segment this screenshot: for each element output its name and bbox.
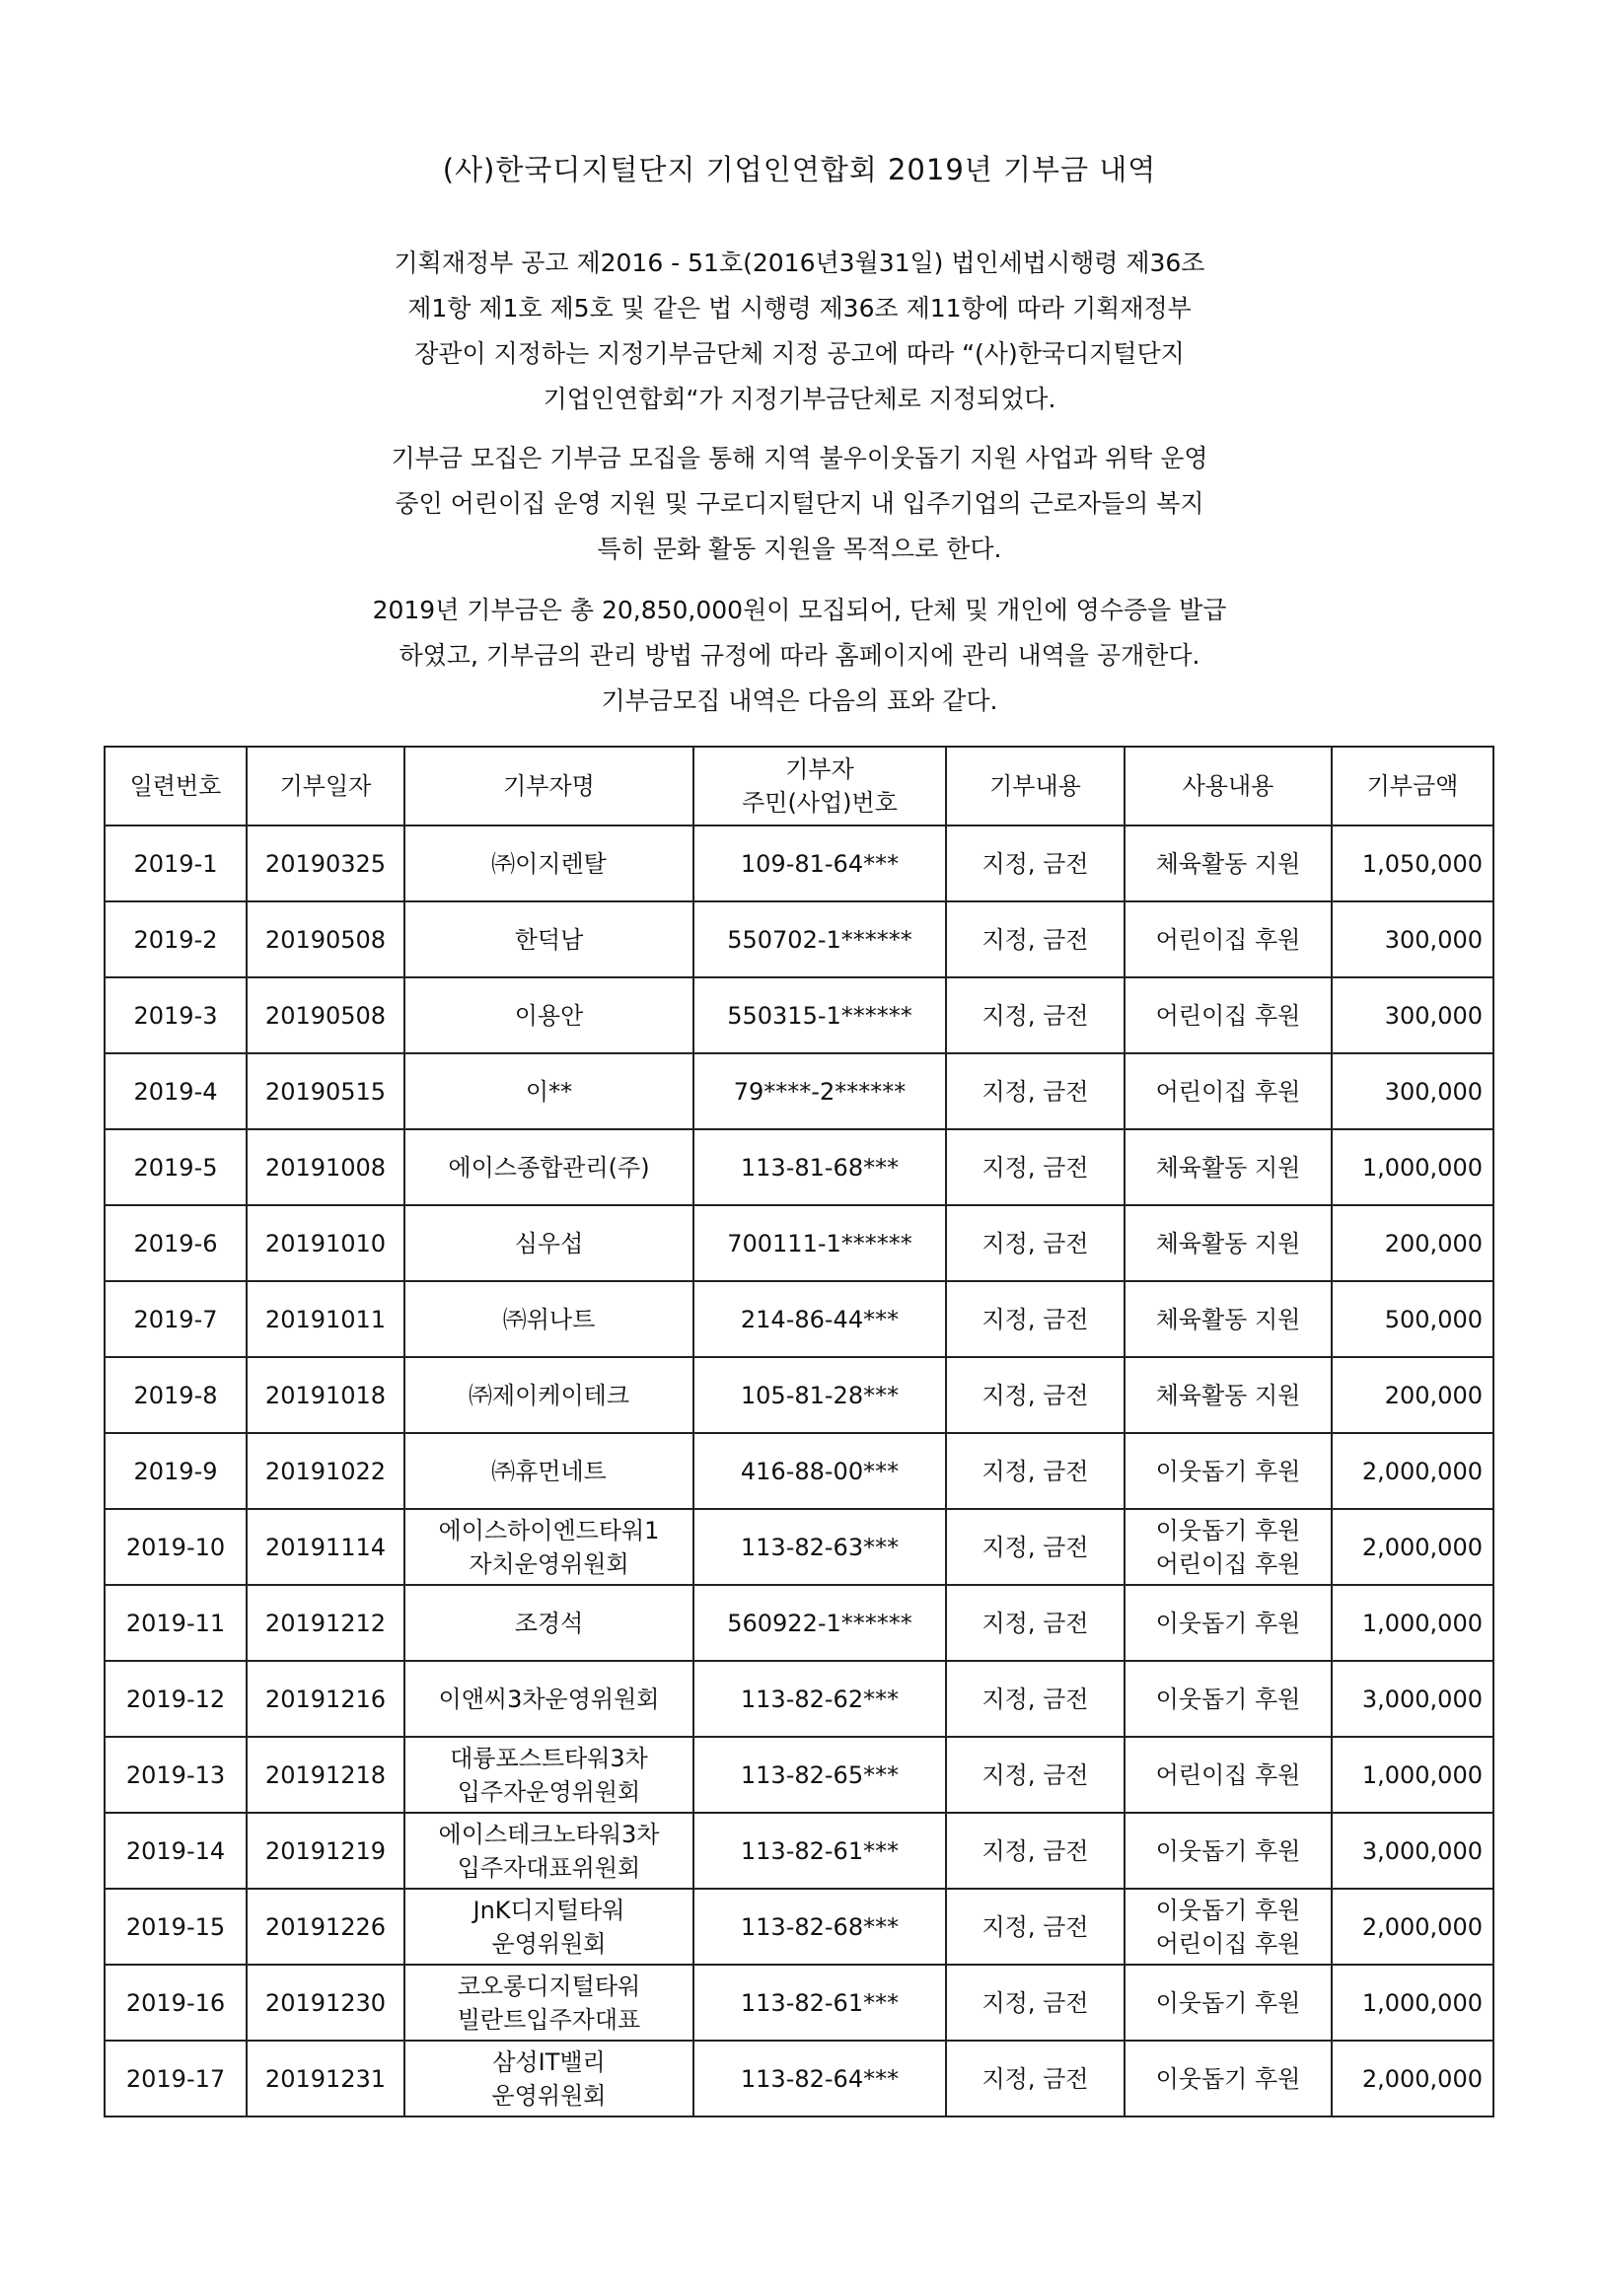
cell-id: 550315-1****** <box>693 977 946 1053</box>
table-row <box>105 2041 1493 2117</box>
cell-serial: 2019-17 <box>105 2041 247 2117</box>
header-id-line: 주민(사업)번호 <box>742 789 898 817</box>
cell-usage <box>1125 1281 1332 1357</box>
cell-serial: 2019-7 <box>105 1281 247 1357</box>
usage-line: 이웃돕기 후원 <box>1155 1609 1301 1637</box>
donor-line: 이용안 <box>514 1001 584 1030</box>
cell-content: 지정, 금전 <box>946 1053 1125 1129</box>
cell-usage <box>1125 1357 1332 1433</box>
cell-id: 416-88-00*** <box>693 1433 946 1509</box>
cell-donor <box>404 1585 693 1661</box>
cell-id: 105-81-28*** <box>693 1357 946 1433</box>
table-row <box>105 901 1493 977</box>
cell-amount: 500,000 <box>1332 1281 1493 1357</box>
cell-donor <box>404 1965 693 2041</box>
cell-content: 지정, 금전 <box>946 1889 1125 1965</box>
paragraph-line: 제1항 제1호 제5호 및 같은 법 시행령 제36조 제11항에 따라 기획재정부 <box>407 294 1192 323</box>
cell-content: 지정, 금전 <box>946 1433 1125 1509</box>
donor-line: 코오롱디지털타워 <box>457 1972 641 2000</box>
table-row <box>105 1661 1493 1737</box>
cell-usage <box>1125 825 1332 901</box>
paragraph-summary <box>296 588 1303 724</box>
cell-usage <box>1125 1433 1332 1509</box>
cell-id: 113-82-62*** <box>693 1661 946 1737</box>
cell-id: 700111-1****** <box>693 1205 946 1281</box>
cell-serial: 2019-1 <box>105 825 247 901</box>
cell-amount: 200,000 <box>1332 1205 1493 1281</box>
cell-amount: 2,000,000 <box>1332 1509 1493 1585</box>
donor-line: 삼성IT밸리 <box>492 2047 606 2076</box>
usage-line: 어린이집 후원 <box>1155 1929 1301 1958</box>
donor-line: 한덕남 <box>514 925 584 954</box>
header-serial: 일련번호 <box>105 747 247 825</box>
cell-date: 20190515 <box>247 1053 404 1129</box>
cell-donor <box>404 1661 693 1737</box>
cell-id: 214-86-44*** <box>693 1281 946 1357</box>
cell-usage <box>1125 901 1332 977</box>
cell-id: 109-81-64*** <box>693 825 946 901</box>
table-row <box>105 1129 1493 1205</box>
cell-date: 20191010 <box>247 1205 404 1281</box>
donor-line: 에이스하이엔드타워1 <box>438 1516 660 1544</box>
donor-line: 이앤씨3차운영위원회 <box>438 1685 660 1713</box>
cell-content: 지정, 금전 <box>946 1965 1125 2041</box>
paragraph-line: 특히 문화 활동 지원을 목적으로 한다. <box>597 535 1002 563</box>
cell-donor <box>404 1053 693 1129</box>
usage-line: 어린이집 후원 <box>1155 1549 1301 1578</box>
cell-donor <box>404 1357 693 1433</box>
cell-date: 20190325 <box>247 825 404 901</box>
cell-donor <box>404 2041 693 2117</box>
paragraph-line: 장관이 지정하는 지정기부금단체 지정 공고에 따라 “(사)한국디지털단지 <box>414 339 1185 368</box>
cell-usage <box>1125 1585 1332 1661</box>
donor-line: 입주자대표위원회 <box>457 1853 641 1882</box>
cell-donor <box>404 1281 693 1357</box>
document-title: (사)한국디지털단지 기업인연합회 2019년 기부금 내역 <box>442 153 1157 186</box>
table-row <box>105 1965 1493 2041</box>
usage-line: 이웃돕기 후원 <box>1155 1685 1301 1713</box>
cell-usage <box>1125 1737 1332 1813</box>
usage-line: 어린이집 후원 <box>1155 1760 1301 1789</box>
cell-donor <box>404 1737 693 1813</box>
donor-line: ㈜위나트 <box>502 1305 596 1333</box>
table-row <box>105 977 1493 1053</box>
donor-line: ㈜휴먼네트 <box>491 1457 607 1485</box>
donor-line: 자치운영위원회 <box>469 1549 629 1578</box>
cell-serial: 2019-15 <box>105 1889 247 1965</box>
table-row <box>105 1205 1493 1281</box>
cell-content: 지정, 금전 <box>946 1205 1125 1281</box>
cell-id: 113-82-64*** <box>693 2041 946 2117</box>
cell-usage <box>1125 1053 1332 1129</box>
donor-line: 대륭포스트타워3차 <box>450 1744 648 1772</box>
cell-serial: 2019-5 <box>105 1129 247 1205</box>
cell-date: 20191212 <box>247 1585 404 1661</box>
header-amount: 기부금액 <box>1332 747 1493 825</box>
usage-line: 이웃돕기 후원 <box>1155 1836 1301 1865</box>
cell-amount: 2,000,000 <box>1332 2041 1493 2117</box>
cell-content: 지정, 금전 <box>946 1129 1125 1205</box>
cell-usage <box>1125 1509 1332 1585</box>
cell-id: 550702-1****** <box>693 901 946 977</box>
paragraph-line: 기부금 모집은 기부금 모집을 통해 지역 불우이웃돕기 지원 사업과 위탁 운영 <box>391 444 1208 472</box>
paragraph-line: 중인 어린이집 운영 지원 및 구로디지털단지 내 입주기업의 근로자들의 복지 <box>395 489 1204 518</box>
cell-id: 113-82-68*** <box>693 1889 946 1965</box>
donor-line: JnK디지털타워 <box>472 1896 625 1924</box>
cell-amount: 200,000 <box>1332 1357 1493 1433</box>
usage-line: 이웃돕기 후원 <box>1155 1457 1301 1485</box>
cell-amount: 1,050,000 <box>1332 825 1493 901</box>
cell-amount: 1,000,000 <box>1332 1965 1493 2041</box>
cell-amount: 3,000,000 <box>1332 1813 1493 1889</box>
cell-id: 113-81-68*** <box>693 1129 946 1205</box>
usage-line: 체육활동 지원 <box>1155 1229 1301 1257</box>
cell-amount: 2,000,000 <box>1332 1889 1493 1965</box>
header-content: 기부내용 <box>946 747 1125 825</box>
cell-serial: 2019-10 <box>105 1509 247 1585</box>
header-usage: 사용내용 <box>1125 747 1332 825</box>
cell-usage <box>1125 2041 1332 2117</box>
cell-content: 지정, 금전 <box>946 1509 1125 1585</box>
cell-usage <box>1125 1205 1332 1281</box>
cell-donor <box>404 1433 693 1509</box>
cell-date: 20191226 <box>247 1889 404 1965</box>
header-id-line: 기부자 <box>785 755 854 783</box>
cell-date: 20191230 <box>247 1965 404 2041</box>
donor-line: 심우섭 <box>514 1229 584 1257</box>
cell-serial: 2019-8 <box>105 1357 247 1433</box>
cell-usage <box>1125 1813 1332 1889</box>
donor-line: ㈜제이케이테크 <box>468 1381 630 1409</box>
donor-line: 에이스테크노타워3차 <box>438 1820 660 1848</box>
cell-amount: 1,000,000 <box>1332 1585 1493 1661</box>
cell-serial: 2019-3 <box>105 977 247 1053</box>
cell-date: 20191216 <box>247 1661 404 1737</box>
table-row <box>105 825 1493 901</box>
cell-serial: 2019-4 <box>105 1053 247 1129</box>
usage-line: 체육활동 지원 <box>1155 1153 1301 1182</box>
cell-date: 20191018 <box>247 1357 404 1433</box>
cell-date: 20191008 <box>247 1129 404 1205</box>
usage-line: 이웃돕기 후원 <box>1155 1988 1301 2017</box>
header-date: 기부일자 <box>247 747 404 825</box>
cell-id: 113-82-61*** <box>693 1965 946 2041</box>
cell-id: 79****-2****** <box>693 1053 946 1129</box>
cell-amount: 1,000,000 <box>1332 1737 1493 1813</box>
usage-line: 체육활동 지원 <box>1155 1305 1301 1333</box>
cell-usage <box>1125 1889 1332 1965</box>
cell-usage <box>1125 1965 1332 2041</box>
donor-line: 운영위원회 <box>491 2081 607 2110</box>
cell-serial: 2019-11 <box>105 1585 247 1661</box>
cell-content: 지정, 금전 <box>946 1585 1125 1661</box>
usage-line: 이웃돕기 후원 <box>1155 1896 1301 1924</box>
cell-content: 지정, 금전 <box>946 1357 1125 1433</box>
cell-content: 지정, 금전 <box>946 1661 1125 1737</box>
cell-id: 560922-1****** <box>693 1585 946 1661</box>
cell-amount: 3,000,000 <box>1332 1661 1493 1737</box>
cell-serial: 2019-16 <box>105 1965 247 2041</box>
cell-donor <box>404 1205 693 1281</box>
cell-content: 지정, 금전 <box>946 977 1125 1053</box>
usage-line: 체육활동 지원 <box>1155 849 1301 878</box>
table-row <box>105 1585 1493 1661</box>
cell-amount: 300,000 <box>1332 901 1493 977</box>
donor-line: 입주자운영위원회 <box>457 1777 641 1806</box>
cell-content: 지정, 금전 <box>946 1813 1125 1889</box>
usage-line: 이웃돕기 후원 <box>1155 2064 1301 2093</box>
cell-content: 지정, 금전 <box>946 2041 1125 2117</box>
paragraph-line: 기부금모집 내역은 다음의 표와 같다. <box>601 686 998 715</box>
donor-line: 빌란트입주자대표 <box>457 2005 641 2034</box>
cell-donor <box>404 901 693 977</box>
cell-content: 지정, 금전 <box>946 901 1125 977</box>
cell-date: 20191011 <box>247 1281 404 1357</box>
cell-content: 지정, 금전 <box>946 1737 1125 1813</box>
paragraph-designation <box>296 241 1303 422</box>
cell-donor <box>404 1813 693 1889</box>
table-row <box>105 1737 1493 1813</box>
table-row <box>105 1433 1493 1509</box>
header-donor: 기부자명 <box>404 747 693 825</box>
usage-line: 어린이집 후원 <box>1155 925 1301 954</box>
cell-serial: 2019-9 <box>105 1433 247 1509</box>
cell-amount: 300,000 <box>1332 977 1493 1053</box>
paragraph-line: 기획재정부 공고 제2016 - 51호(2016년3월31일) 법인세법시행령 제36조 <box>394 249 1205 277</box>
cell-donor <box>404 977 693 1053</box>
cell-usage <box>1125 977 1332 1053</box>
cell-serial: 2019-13 <box>105 1737 247 1813</box>
cell-date: 20191231 <box>247 2041 404 2117</box>
cell-date: 20190508 <box>247 977 404 1053</box>
table-row <box>105 1509 1493 1585</box>
cell-serial: 2019-2 <box>105 901 247 977</box>
table-header-row <box>105 747 1493 825</box>
cell-id: 113-82-63*** <box>693 1509 946 1585</box>
cell-date: 20191022 <box>247 1433 404 1509</box>
paragraph-line: 하였고, 기부금의 관리 방법 규정에 따라 홈페이지에 관리 내역을 공개한다. <box>399 641 1200 670</box>
cell-serial: 2019-12 <box>105 1661 247 1737</box>
cell-donor <box>404 825 693 901</box>
table-row <box>105 1357 1493 1433</box>
paragraph-line: 2019년 기부금은 총 20,850,000원이 모집되어, 단체 및 개인에 영수증을 발급 <box>372 596 1227 624</box>
cell-date: 20191219 <box>247 1813 404 1889</box>
cell-amount: 2,000,000 <box>1332 1433 1493 1509</box>
cell-content: 지정, 금전 <box>946 825 1125 901</box>
cell-usage <box>1125 1661 1332 1737</box>
cell-date: 20191218 <box>247 1737 404 1813</box>
cell-serial: 2019-14 <box>105 1813 247 1889</box>
donor-line: 에이스종합관리(주) <box>448 1153 650 1182</box>
usage-line: 어린이집 후원 <box>1155 1077 1301 1106</box>
cell-date: 20190508 <box>247 901 404 977</box>
cell-donor <box>404 1509 693 1585</box>
table-row <box>105 1813 1493 1889</box>
table-row <box>105 1889 1493 1965</box>
cell-serial: 2019-6 <box>105 1205 247 1281</box>
usage-line: 어린이집 후원 <box>1155 1001 1301 1030</box>
donation-table <box>104 746 1494 2117</box>
donor-line: ㈜이지렌탈 <box>491 849 607 878</box>
cell-donor <box>404 1129 693 1205</box>
cell-donor <box>404 1889 693 1965</box>
usage-line: 체육활동 지원 <box>1155 1381 1301 1409</box>
header-id-number <box>693 747 946 825</box>
cell-content: 지정, 금전 <box>946 1281 1125 1357</box>
cell-id: 113-82-61*** <box>693 1813 946 1889</box>
paragraph-line: 기업인연합회“가 지정기부금단체로 지정되었다. <box>543 385 1056 413</box>
donor-line: 이** <box>525 1077 573 1106</box>
cell-date: 20191114 <box>247 1509 404 1585</box>
donor-line: 운영위원회 <box>491 1929 607 1958</box>
cell-usage <box>1125 1129 1332 1205</box>
table-row <box>105 1281 1493 1357</box>
cell-amount: 300,000 <box>1332 1053 1493 1129</box>
donor-line: 조경석 <box>514 1609 584 1637</box>
usage-line: 이웃돕기 후원 <box>1155 1516 1301 1544</box>
cell-id: 113-82-65*** <box>693 1737 946 1813</box>
cell-amount: 1,000,000 <box>1332 1129 1493 1205</box>
paragraph-purpose <box>296 436 1303 572</box>
table-row <box>105 1053 1493 1129</box>
